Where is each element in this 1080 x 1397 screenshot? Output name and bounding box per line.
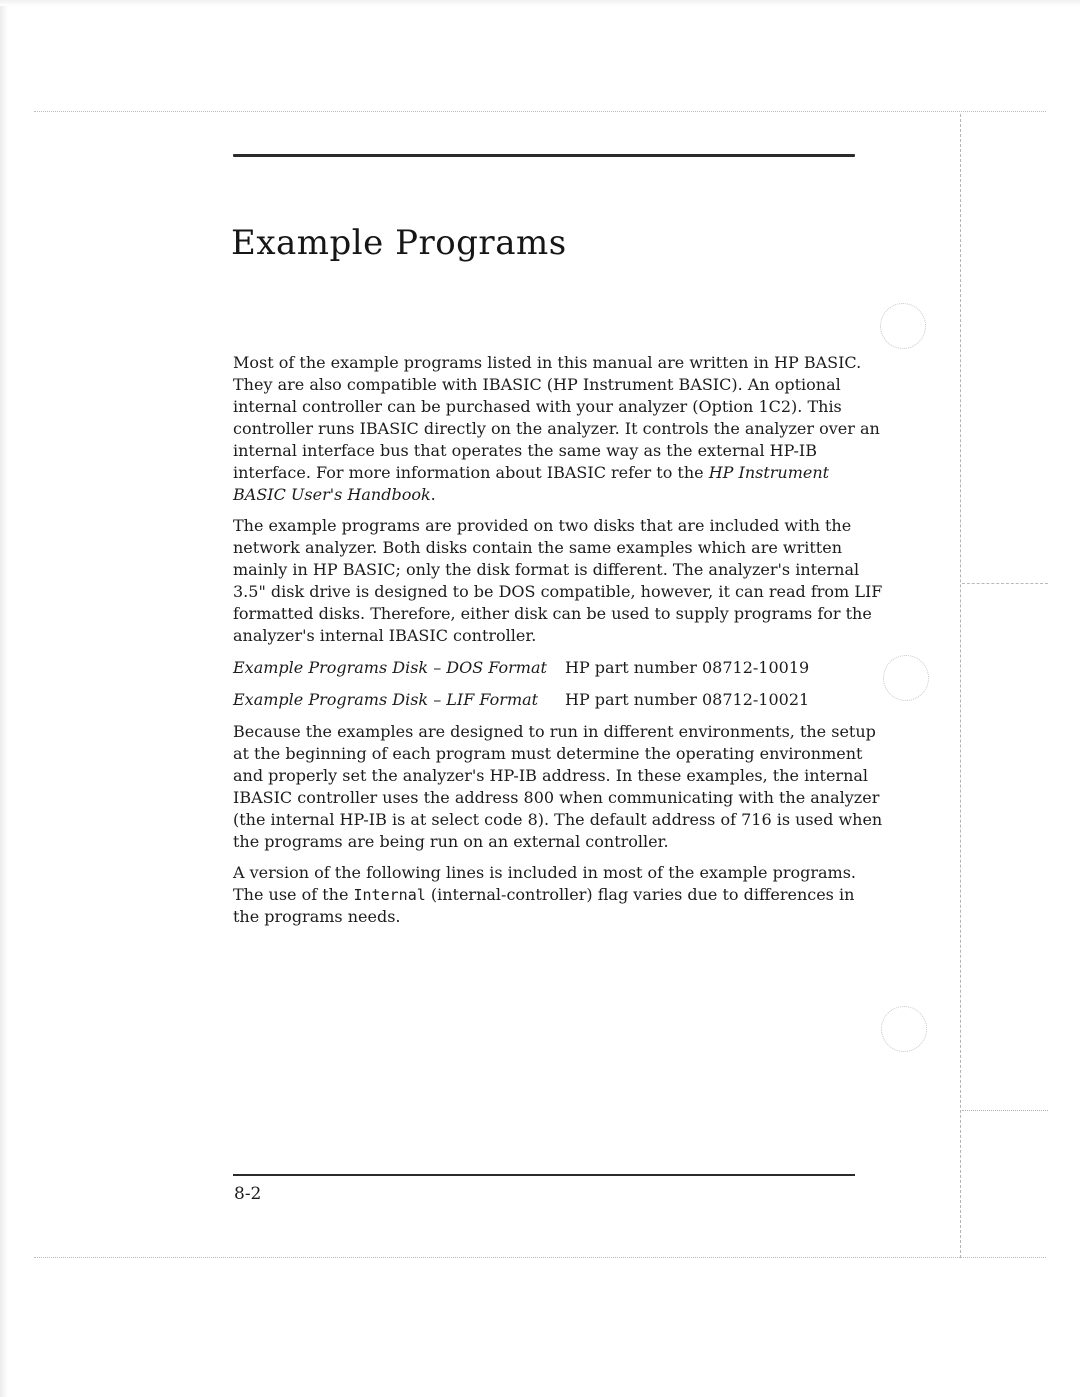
book-title-italic: HP Instrument BASIC User's Handbook bbox=[233, 463, 830, 504]
scan-edge-shading-top bbox=[0, 0, 1080, 6]
scan-frame-line-top bbox=[34, 111, 1046, 112]
paragraph-intro bbox=[233, 352, 885, 506]
footer-rule bbox=[233, 1174, 855, 1176]
paragraph-version-text2: (internal-controller) flag varies due to differences in the programs needs. bbox=[233, 885, 855, 926]
scan-edge-shading-left bbox=[0, 0, 8, 1397]
paragraph-version-text1: A version of the following lines is included in most of the example programs. The use of the bbox=[233, 863, 857, 904]
scan-margin-dash-upper bbox=[962, 583, 1048, 584]
header-rule bbox=[233, 154, 855, 157]
binder-hole-circle-bottom bbox=[881, 1006, 927, 1052]
page-title: Example Programs bbox=[231, 222, 567, 263]
scan-frame-line-right-vertical bbox=[960, 114, 961, 1258]
page-number: 8-2 bbox=[234, 1184, 262, 1204]
disk-item-lif-part-number: HP part number 08712-10021 bbox=[565, 690, 810, 709]
disk-item-lif bbox=[233, 689, 885, 711]
internal-flag-code: Internal bbox=[353, 886, 426, 904]
binder-hole-circle-top bbox=[880, 303, 926, 349]
disk-item-dos-part-number: HP part number 08712-10019 bbox=[565, 658, 810, 677]
paragraph-version bbox=[233, 862, 885, 928]
paragraph-disks: The example programs are provided on two disks that are included with the network analyzer. Both disks contain the same examples which are written mainly in HP BASIC; only the disk format is different. The analyzer's internal 3.5" disk drive is designed to be DOS compatible, however, it can read from LIF formatted disks. Therefore, either disk can be used to supply programs for the analyzer's internal IBASIC controller. bbox=[233, 516, 883, 645]
paragraph-intro-period: . bbox=[430, 485, 436, 504]
body-text bbox=[233, 352, 885, 937]
disk-item-lif-label: Example Programs Disk – LIF Format bbox=[233, 690, 539, 709]
paragraph-intro-text: Most of the example programs listed in this manual are written in HP BASIC. They are also compatible with IBASIC (HP Instrument BASIC). An optional internal controller can be purchased with your analyzer (Option 1C2). This controller runs IBASIC directly on the analyzer. It controls the analyzer over an internal interface bus that operates the same way as the external HP-IB interface. For more information about IBASIC refer to the bbox=[233, 353, 880, 482]
scan-margin-dash-lower bbox=[962, 1110, 1048, 1111]
scan-frame-line-bottom bbox=[34, 1257, 1046, 1258]
disk-item-dos-label: Example Programs Disk – DOS Format bbox=[233, 658, 547, 677]
binder-hole-circle-middle bbox=[883, 655, 929, 701]
paragraph-environments: Because the examples are designed to run in different environments, the setup at the beginning of each program must determine the operating environment and properly set the analyzer's HP-IB address. In these examples, the internal IBASIC controller uses the address 800 when communicating with the analyzer (the internal HP-IB is at select code 8). The default address of 716 is used when the programs are being run on an external controller. bbox=[233, 722, 883, 851]
disk-item-dos bbox=[233, 657, 885, 679]
